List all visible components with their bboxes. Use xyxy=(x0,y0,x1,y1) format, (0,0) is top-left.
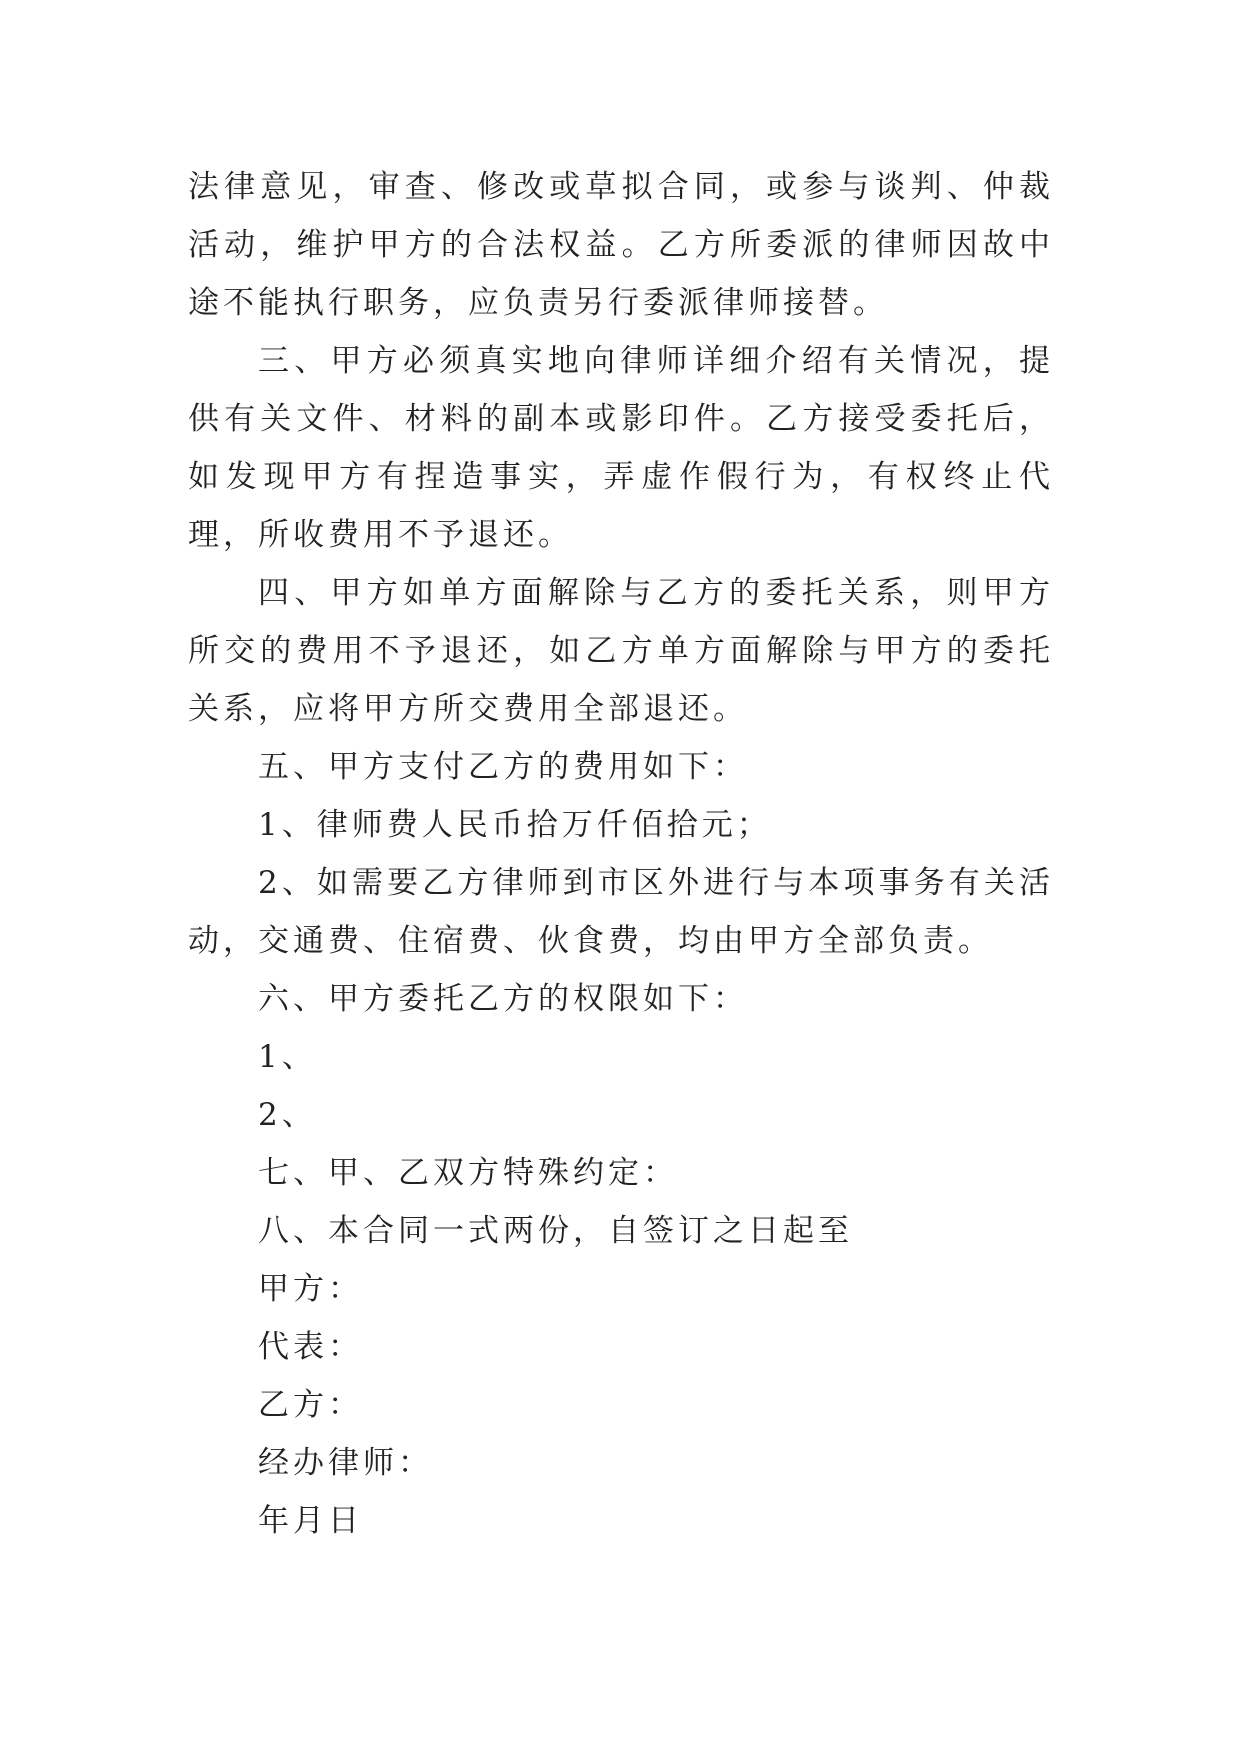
paragraph-clause-7: 七、甲、乙双方特殊约定： xyxy=(258,1155,678,1191)
contract-body xyxy=(188,158,1054,1550)
paragraph-clause-6-item-2: 2、 xyxy=(258,1097,317,1133)
paragraph-clause-5: 五、甲方支付乙方的费用如下： xyxy=(258,749,748,785)
paragraph-clause-6: 六、甲方委托乙方的权限如下： xyxy=(258,981,748,1017)
paragraph-clause-4: 四、甲方如单方面解除与乙方的委托关系，则甲方所交的费用不予退还，如乙方单方面解除与甲方的委托关系，应将甲方所交费用全部退还。 xyxy=(188,575,1054,727)
signature-party-a: 甲方： xyxy=(258,1271,363,1307)
signature-lawyer: 经办律师： xyxy=(258,1445,433,1481)
paragraph-clause-5-item-2: 2、如需要乙方律师到市区外进行与本项事务有关活动，交通费、住宿费、伙食费，均由甲方全部负责。 xyxy=(188,865,1054,959)
signature-party-b: 乙方： xyxy=(258,1387,363,1423)
signature-date: 年月日 xyxy=(258,1503,363,1539)
paragraph-clause-6-item-1: 1、 xyxy=(258,1039,317,1075)
paragraph-clause-5-item-1: 1、律师费人民币拾万仟佰拾元； xyxy=(258,807,772,843)
paragraph-legal-opinion: 法律意见，审查、修改或草拟合同，或参与谈判、仲裁活动，维护甲方的合法权益。乙方所委派的律师因故中途不能执行职务，应负责另行委派律师接替。 xyxy=(188,169,1054,321)
paragraph-clause-3: 三、甲方必须真实地向律师详细介绍有关情况，提供有关文件、材料的副本或影印件。乙方接受委托后，如发现甲方有捏造事实，弄虚作假行为，有权终止代理，所收费用不予退还。 xyxy=(188,343,1054,553)
paragraph-clause-8: 八、本合同一式两份，自签订之日起至 xyxy=(258,1213,853,1249)
signature-representative: 代表： xyxy=(258,1329,363,1365)
